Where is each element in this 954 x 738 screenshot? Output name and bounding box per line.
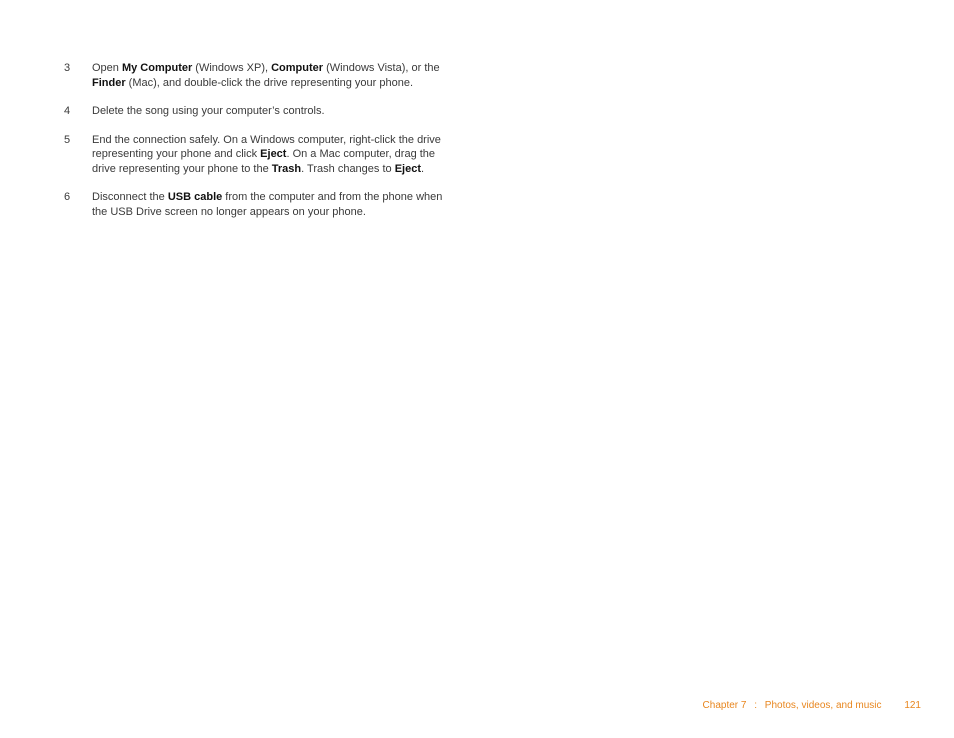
page-footer	[703, 700, 921, 711]
step-number: 5	[64, 133, 71, 146]
ui-term-trash: Trash	[271, 162, 302, 175]
ui-term-computer: Computer	[271, 62, 324, 74]
footer-chapter: Chapter 7	[702, 700, 747, 711]
step-text	[92, 133, 452, 177]
text-run: Open	[92, 62, 122, 74]
step-3	[0, 61, 954, 90]
step-text	[92, 190, 452, 219]
text-run: (Windows XP),	[192, 62, 272, 74]
ui-term-eject: Eject	[394, 162, 421, 175]
ui-term-finder: Finder	[92, 76, 126, 89]
step-6	[0, 190, 954, 219]
footer-section: Photos, videos, and music	[764, 700, 882, 711]
step-text	[92, 104, 452, 119]
step-number: 4	[64, 105, 71, 117]
text-run: . On a Mac computer, drag the drive representing your phone to the	[92, 148, 436, 175]
text-run: Disconnect the	[92, 191, 168, 203]
ui-term-usb-cable: USB cable	[167, 191, 223, 203]
text-run: (Mac), and double-click the drive representing your phone.	[125, 76, 413, 89]
step-number: 3	[64, 62, 71, 74]
text-run: Delete the song using your computer’s controls.	[92, 105, 325, 117]
step-text	[92, 61, 452, 90]
text-run: from the computer and from the phone when the USB Drive screen no longer appears on your phone.	[92, 191, 443, 218]
page-number: 121	[904, 700, 921, 711]
ui-term-my-computer: My Computer	[121, 62, 193, 74]
text-run: End the connection safely. On a Windows computer, right-click the drive representing your phone and click	[92, 133, 441, 160]
footer-separator: :	[754, 700, 758, 711]
ui-term-eject: Eject	[260, 148, 287, 160]
instruction-steps	[0, 61, 954, 233]
step-5	[0, 133, 954, 177]
step-number: 6	[64, 191, 71, 203]
text-run: .	[421, 162, 425, 175]
step-4	[0, 104, 954, 119]
text-run: . Trash changes to	[301, 162, 395, 175]
text-run: (Windows Vista), or the	[323, 62, 440, 74]
